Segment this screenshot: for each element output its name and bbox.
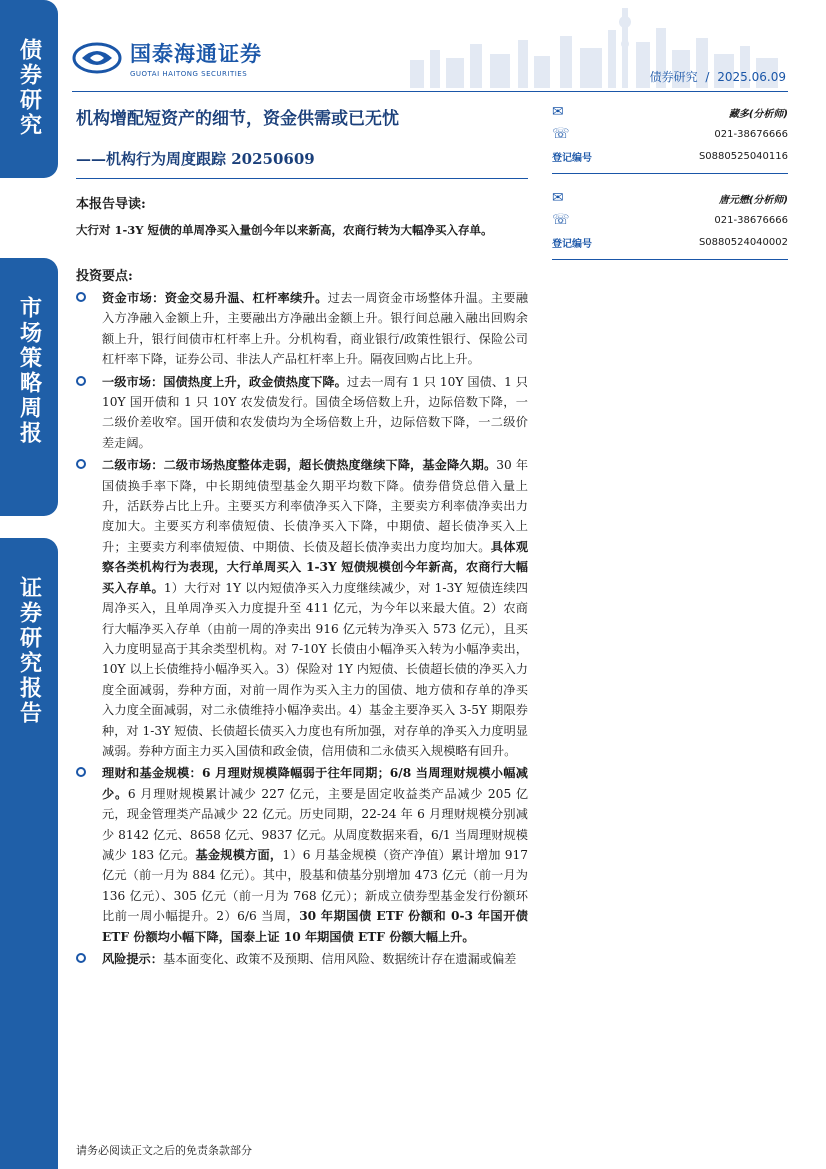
sidebar-block-debt-research <box>0 0 58 178</box>
analyst-name: 唐元懋(分析师) <box>718 194 788 206</box>
guide-heading: 本报告导读: <box>76 197 146 212</box>
logo-text-cn: 国泰海通证券 <box>130 42 262 66</box>
analyst-card <box>552 187 788 260</box>
point-lead: 理财和基金规模：6 月理财规模降幅弱于往年同期；6/8 当周理财规模小幅减少。 <box>102 766 528 801</box>
header-category: 债券研究 <box>649 70 698 84</box>
disclaimer-footer: 请务必阅读正文之后的免责条款部分 <box>76 1144 252 1157</box>
header-date: 2025.06.09 <box>717 70 786 84</box>
list-item <box>76 372 528 454</box>
analyst-reg-no: S0880525040116 <box>698 150 788 162</box>
analyst-divider <box>552 259 788 260</box>
bullet-icon <box>76 292 86 302</box>
email-icon: ✉ <box>552 190 564 206</box>
point-lead-2: 基金规模方面， <box>195 847 283 862</box>
points-heading: 投资要点: <box>76 269 133 284</box>
sidebar-block-securities-report <box>0 538 58 1169</box>
analyst-reg-label: 登记编号 <box>552 238 592 250</box>
point-body: 过去一周有 1 只 10Y 国债、1 只 10Y 国开债和 1 只 10Y 农发债发行。国债全场倍数上升，边际倍数下降，一二级价差收窄。国开债和农发债均为全场倍数上升，边际倍数下降，一二级价差走阔。 <box>102 374 528 450</box>
sidebar-block-market-strategy <box>0 258 58 516</box>
point-lead-3: 30 年期国债 ETF 份额和 0-3 年国开债 ETF 份额均小幅下降，国泰上证 10 年期国债 ETF 份额大幅上升。 <box>102 909 528 944</box>
report-title: 机构增配短资产的细节，资金供需或已无忧 <box>76 109 399 129</box>
bullet-icon <box>76 459 86 469</box>
list-item <box>76 763 528 947</box>
analyst-card <box>552 101 788 174</box>
guide-text: 大行对 1-3Y 短债的单周净买入量创今年以来新高，农商行转为大幅净买入存单。 <box>76 223 493 237</box>
point-lead: 风险提示： <box>102 952 163 966</box>
point-body: 6 月理财规模累计减少 227 亿元，主要是固定收益类产品减少 205 亿元，现金管理类产品减少 22 亿元。历史同期，22-24 年 6 月理财规模分别减少 8142 亿元、8658 亿元、9837 亿元。从周度数据来看，6/1 当周理财规模减少 183 亿元。 <box>102 786 529 862</box>
sidebar <box>0 0 58 1169</box>
bullet-icon <box>76 376 86 386</box>
list-item <box>76 455 528 761</box>
header-separator: / <box>705 70 710 84</box>
company-logo <box>72 38 262 78</box>
analyst-reg-no: S0880524040002 <box>698 236 788 248</box>
point-body-2: 1）6 月基金规模（资产净值）累计增加 917 亿元（前一月为 884 亿元）。其中，股基和债基分别增加 473 亿元（前一月为 136 亿元）、305 亿元（前一月为 768 亿元）；新成立债券型基金发行份额环比前一周小幅提升。2）6/6 当周， <box>102 847 528 924</box>
point-lead-2: 具体观察各类机构行为表现，大行单周买入 1-3Y 短债规模创今年新高，农商行大幅买入存单。 <box>102 539 529 595</box>
bullet-icon <box>76 767 86 777</box>
point-body-2: 1）大行对 1Y 以内短债净买入力度继续减少，对 1-3Y 短债连续四周净买入，且单周净买入力度提升至 411 亿元，为今年以来最大值。2）农商行大幅净买入存单（由前一周的净卖出 916 亿元转为净买入 573 亿元），且买入力度明显高于其余类型机构。对 7-10Y 长债由小幅净买入转为小幅净卖出，10Y 以上长债维持小幅净买入。3）保险对 1Y 内短债、长债超长债的净买入力度全面减弱，券种方面，对前一周作为买入主力的国债、地方债和存单的净买入力度全面减弱，对二永债维持小幅净卖出。4）基金主要净买入 3-5Y 期限券种，对 1-3Y 短债、长债超长债买入力度也有所加强，对存单的净买入力度明显减弱。券种方面主力买入国债和政金债，信用债和二永债买入规模略有回升。 <box>102 580 528 758</box>
point-lead: 资金市场：资金交易升温、杠杆率续升。 <box>102 291 328 305</box>
point-lead: 二级市场：二级市场热度整体走弱，超长债热度继续下降，基金降久期。 <box>102 458 497 473</box>
bullet-icon <box>76 953 86 963</box>
analyst-reg-label: 登记编号 <box>552 152 592 164</box>
analyst-phone: 021-38676666 <box>714 128 788 140</box>
sidebar-label-debt-research: 债券研究 <box>16 38 42 138</box>
title-divider <box>76 178 528 179</box>
point-lead: 一级市场：国债热度上升，政金债热度下降。 <box>102 374 347 389</box>
report-subtitle: ——机构行为周度跟踪 20250609 <box>76 150 315 168</box>
analyst-name: 藏多(分析师) <box>728 108 788 120</box>
point-body: 过去一周资金市场整体升温。主要融入方净融入金额上升，主要融出方净融出金额上升。银行间总融入融出回购余额上升，银行间债市杠杆率上升。分机构看，商业银行/政策性银行、保险公司杠杆率下降，证券公司、非法人产品杠杆率上升。隔夜回购占比上升。 <box>102 291 529 367</box>
sidebar-label-market-strategy: 市场策略周报 <box>16 296 42 446</box>
header-divider <box>72 91 788 92</box>
phone-icon: ☏ <box>552 212 570 228</box>
phone-icon: ☏ <box>552 126 570 142</box>
logo-mark-icon <box>72 42 122 74</box>
logo-text-en: GUOTAI HAITONG SECURITIES <box>130 70 248 78</box>
sidebar-label-securities-report: 证券研究报告 <box>16 576 42 726</box>
header-meta <box>650 68 786 85</box>
analyst-phone: 021-38676666 <box>714 214 788 226</box>
email-icon: ✉ <box>552 104 564 120</box>
list-item <box>76 949 528 969</box>
investment-points-list <box>76 288 528 971</box>
analyst-divider <box>552 173 788 174</box>
list-item <box>76 288 528 370</box>
point-body: 基本面变化、政策不及预期、信用风险、数据统计存在遗漏或偏差 <box>162 952 517 966</box>
point-body: 30 年国债换手率下降，中长期纯债型基金久期平均数下降。债券借贷总借入量上升，活跃券占比上升。主要买方利率债净买入下降，主要卖方利率债净卖出力度加大。主要买方利率债短债、长债净买入下降，中期债、超长债净买入上升；主要卖方利率债短债、中期债、长债及超长债净卖出力度均加大。 <box>102 458 529 554</box>
